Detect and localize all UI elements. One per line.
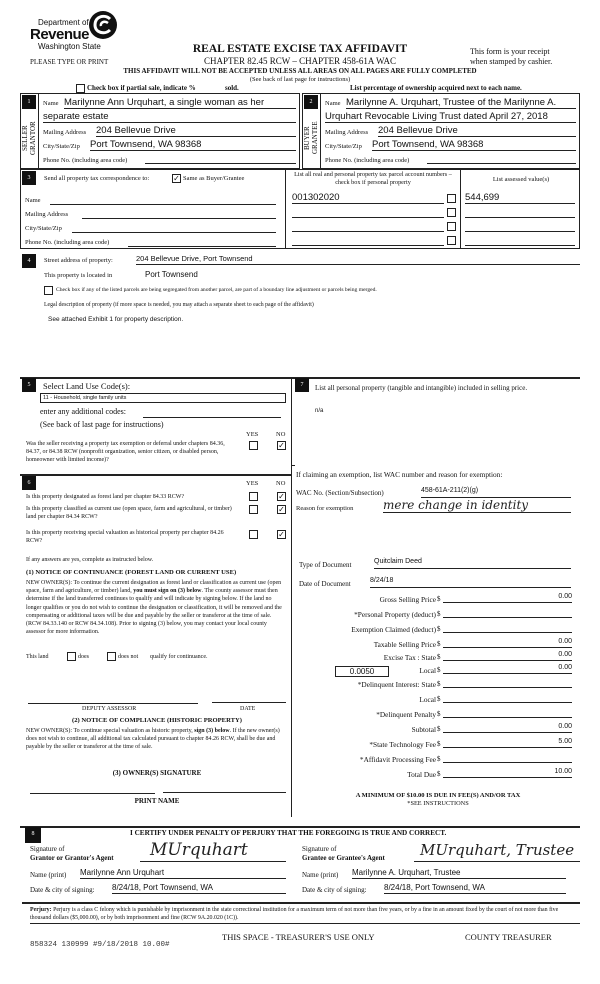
grantor-date-label: Date & city of signing: bbox=[30, 886, 95, 894]
if-yes-instruction: If any answers are yes, complete as instructed below. bbox=[26, 557, 154, 563]
fee-amounts: $ 0.00 $ $ $ 0.00 $ 0.00 $ 0.00 $ $ $ $ 0.00 $ 5.00 $ $ 10.00 bbox=[437, 593, 572, 778]
form-title: REAL ESTATE EXCISE TAX AFFIDAVIT bbox=[192, 43, 408, 55]
subtotal-value[interactable]: 0.00 bbox=[443, 723, 572, 733]
corr-mailing-label: Mailing Address bbox=[25, 211, 69, 218]
section-4-badge: 4 bbox=[22, 254, 36, 268]
deputy-assessor-signature-line[interactable] bbox=[28, 703, 198, 704]
document-type-label: Type of Document bbox=[299, 561, 352, 569]
buyer-city-label: City/State/Zip bbox=[325, 143, 362, 150]
this-land-label: This land bbox=[26, 654, 49, 660]
forest-land-yes-checkbox[interactable] bbox=[249, 492, 258, 501]
print-name-label: PRINT NAME bbox=[134, 797, 180, 805]
grantor-date-city[interactable]: 8/24/18, Port Townsend, WA bbox=[112, 883, 286, 894]
land-use-see-back: (See back of last page for instructions) bbox=[40, 420, 164, 429]
total-due-value[interactable]: 10.00 bbox=[443, 768, 572, 778]
grantee-print-name[interactable]: Marilynne A. Urquhart, Trustee bbox=[352, 868, 566, 879]
seller-mailing-address[interactable]: 204 Bellevue Drive bbox=[96, 125, 296, 137]
notice-continuance-text: NEW OWNER(S): To continue the current designation as forest land or classification as current use (open space, farm and agriculture, or timber) land, you must sign on (3) below. The county assessor must then determine if the land transferred continues to qualify and will indicate by signing below. If the land no longer qualifies or you do not wish to continue the designation or classification, it will be removed and the compensating or additional taxes will be due and payable by the seller or transferor at the time of sale. (RCW 84.33.140 or RCW 84.34.108). Prior to signing (3) below, you may contact your local county assessor for more information. bbox=[26, 580, 282, 636]
see-back-instructions: (See back of last page for instructions) bbox=[249, 76, 351, 83]
form-subtitle: CHAPTER 82.45 RCW – CHAPTER 458-61A WAC bbox=[204, 56, 396, 66]
assessed-value-3[interactable] bbox=[465, 220, 575, 232]
gross-selling-price-label: Gross Selling Price bbox=[379, 595, 436, 604]
grantor-print-name[interactable]: Marilynne Ann Urquhart bbox=[80, 868, 286, 879]
delinquent-interest-state-label: *Delinquent Interest: State bbox=[357, 680, 436, 689]
receipt-note-1: This form is your receipt bbox=[470, 47, 550, 56]
forest-land-question: Is this property designated as forest land per chapter 84.33 RCW? bbox=[26, 494, 185, 500]
personal-property-label: List all personal property (tangible and intangible) included in selling price. bbox=[315, 384, 528, 392]
seller-phone-label: Phone No. (including area code) bbox=[43, 157, 128, 164]
document-date-label: Date of Document bbox=[299, 580, 351, 588]
receipt-note-2: when stamped by cashier. bbox=[470, 57, 553, 66]
buyer-mailing-address[interactable]: 204 Bellevue Drive bbox=[378, 125, 576, 137]
buyer-name-label: Name bbox=[325, 100, 341, 107]
grantee-date-label: Date & city of signing: bbox=[302, 886, 367, 894]
dor-logo-icon bbox=[88, 10, 118, 40]
ownership-note: List percentage of ownership acquired next to each name. bbox=[350, 84, 522, 92]
grantee-signature-label-1: Signature of bbox=[302, 845, 337, 853]
grantee-date-city[interactable]: 8/24/18, Port Townsend, WA bbox=[384, 883, 566, 894]
taxable-selling-price-label: Taxable Selling Price bbox=[373, 640, 436, 649]
excise-tax-local-label: Local bbox=[419, 666, 436, 675]
section-8-badge: 8 bbox=[25, 827, 41, 843]
land-use-code-select[interactable]: 11 - Household, single family units bbox=[40, 393, 286, 403]
grantee-name-label: Name (print) bbox=[302, 871, 339, 879]
notice-compliance-title: (2) NOTICE OF COMPLIANCE (HISTORIC PROPERTY) bbox=[72, 717, 242, 724]
land-does-qualify-checkbox[interactable] bbox=[67, 652, 76, 661]
assessed-value-4[interactable] bbox=[465, 234, 575, 246]
current-use-yes-checkbox[interactable] bbox=[249, 505, 258, 514]
grantee-signature-label-2: Grantee or Grantee's Agent bbox=[302, 854, 385, 862]
seller-city-state-zip[interactable]: Port Townsend, WA 98368 bbox=[90, 139, 296, 151]
current-use-question: Is this property classified as current use (open space, farm and agricultural, or timber) land per chapter 84.34 RCW? bbox=[26, 506, 232, 520]
section-2-badge: 2 bbox=[304, 95, 318, 109]
section-6-yes-header: YES bbox=[246, 480, 259, 487]
owner-signature-label: (3) OWNER(S) SIGNATURE bbox=[112, 769, 202, 777]
section-3-badge: 3 bbox=[22, 171, 36, 185]
personal-property-deduct-value[interactable] bbox=[443, 608, 572, 618]
parcel-number-3[interactable] bbox=[292, 220, 444, 232]
legal-description-label: Legal description of property (if more space is needed, you may attach a separate sheet to each page of the affidavit) bbox=[44, 302, 314, 308]
exemption-reason-label: Reason for exemption bbox=[296, 505, 354, 512]
buyer-label: BUYER GRANTEE bbox=[303, 121, 319, 155]
personal-property-deduct-label: *Personal Property (deduct) bbox=[354, 610, 436, 619]
historical-property-no-checkbox[interactable]: ✓ bbox=[278, 530, 285, 539]
exemption-claimed-label: Exemption Claimed (deduct) bbox=[351, 625, 436, 634]
delinquent-penalty-label: *Delinquent Penalty bbox=[376, 710, 436, 719]
assessed-value-2[interactable] bbox=[465, 206, 575, 218]
treasurer-stamp: 858324 130999 #9/18/2018 10.00# bbox=[30, 941, 170, 949]
logo-line1: Department of bbox=[38, 18, 89, 27]
subtotal-label: Subtotal bbox=[411, 725, 436, 734]
personal-property-checkbox-3[interactable] bbox=[447, 222, 456, 231]
please-type: PLEASE TYPE OR PRINT bbox=[30, 58, 109, 66]
treasurer-use-only: THIS SPACE - TREASURER'S USE ONLY bbox=[222, 932, 375, 942]
affidavit-processing-fee-value[interactable] bbox=[443, 753, 572, 763]
segregated-parcels-label: Check box if any of the listed parcels are being segregated from another parcel, are part of a boundary line adjustment or parcels being merged. bbox=[56, 287, 377, 293]
local-tax-rate[interactable]: 0.0050 bbox=[335, 666, 389, 677]
seller-label: SELLER GRANTOR bbox=[21, 121, 37, 155]
buyer-city-state-zip[interactable]: Port Townsend, WA 98368 bbox=[372, 139, 576, 151]
exemption-reason-value[interactable]: mere change in identity bbox=[383, 498, 571, 513]
section-1-badge: 1 bbox=[22, 95, 36, 109]
state-technology-fee-label: *State Technology Fee bbox=[369, 740, 436, 749]
historical-property-question: Is this property receiving special valuation as historical property per chapter 84.26 RCW? bbox=[26, 530, 224, 544]
does-label: does bbox=[78, 654, 89, 660]
additional-codes-label: enter any additional codes: bbox=[40, 407, 126, 416]
does-not-label: does not bbox=[118, 654, 139, 660]
partial-sale-checkbox[interactable] bbox=[76, 84, 85, 93]
additional-codes-input[interactable] bbox=[143, 408, 281, 418]
perjury-notice: Perjury: Perjury is a class C felony which is punishable by imprisonment in the state correctional institution for a maximum term of not more than five years, or by a fine in an amount fixed by the court of not more than five thousand dollars ($5,000.00), or by both imprisonment and fine (RCW 9A.20.020 (1C)). bbox=[30, 906, 580, 924]
owner-signature-line[interactable] bbox=[30, 793, 155, 794]
wac-number-value[interactable]: 458-61A-211(2)(g) bbox=[421, 487, 571, 498]
personal-property-checkbox-2[interactable] bbox=[447, 208, 456, 217]
assessor-date-line[interactable] bbox=[212, 702, 286, 703]
logo-line2: Revenue bbox=[30, 26, 90, 43]
taxable-selling-price-value[interactable]: 0.00 bbox=[443, 638, 572, 648]
seller-mailing-label: Mailing Address bbox=[43, 129, 87, 136]
excise-tax-state-label: Excise Tax : State bbox=[383, 653, 436, 662]
tax-exemption-question: Was the seller receiving a property tax exemption or deferral under chapters 84.36, 84.37, or 84.38 RCW (nonprofit organization, senior citizen, or disabled person, homeowner with limited income)? bbox=[26, 441, 225, 463]
perjury-certification: I CERTIFY UNDER PENALTY OF PERJURY THAT THE FOREGOING IS TRUE AND CORRECT. bbox=[130, 829, 447, 837]
corr-name-input[interactable] bbox=[50, 195, 276, 205]
seller-name-line2[interactable]: separate estate bbox=[43, 111, 296, 123]
wac-number-label: WAC No. (Section/Subsection) bbox=[296, 489, 384, 497]
excise-tax-state-value[interactable]: 0.00 bbox=[443, 651, 572, 661]
legal-description-value[interactable]: See attached Exhibit 1 for property description. bbox=[48, 316, 184, 323]
same-as-buyer-checkbox[interactable]: ✓ bbox=[173, 174, 180, 183]
land-use-label: Select Land Use Code(s): bbox=[43, 381, 131, 391]
completion-warning: THIS AFFIDAVIT WILL NOT BE ACCEPTED UNLESS ALL AREAS ON ALL PAGES ARE FULLY COMPLETED bbox=[123, 67, 477, 75]
assessor-date-label: DATE bbox=[240, 706, 256, 712]
county-treasurer-label: COUNTY TREASURER bbox=[465, 932, 552, 942]
section-5-badge: 5 bbox=[22, 378, 36, 392]
notice-continuance-title: (1) NOTICE OF CONTINUANCE (FOREST LAND OR CURRENT USE) bbox=[26, 569, 237, 576]
located-in-value[interactable]: Port Townsend bbox=[145, 270, 198, 279]
located-in-label: This property is located in bbox=[44, 272, 113, 279]
send-correspondence-label: Send all property tax correspondence to: bbox=[44, 175, 150, 182]
delinquent-interest-state-value[interactable] bbox=[443, 678, 572, 688]
street-address-label: Street address of property: bbox=[44, 257, 113, 264]
qualify-label: qualify for continuance. bbox=[150, 654, 208, 660]
exemption-instruction: If claiming an exemption, list WAC number and reason for exemption: bbox=[296, 470, 503, 479]
corr-phone-label: Phone No. (including area code) bbox=[25, 239, 110, 246]
seller-name-line1[interactable]: Marilynne Ann Urquhart, a single woman as her bbox=[64, 97, 296, 109]
tax-exemption-yes-checkbox[interactable] bbox=[249, 441, 258, 450]
grantor-name-label: Name (print) bbox=[30, 871, 67, 879]
corr-city-label: City/State/Zip bbox=[25, 225, 62, 232]
affidavit-processing-fee-label: *Affidavit Processing Fee bbox=[359, 755, 436, 764]
minimum-due-note: A MINIMUM OF $10.00 IS DUE IN FEE(S) AND/OR TAX bbox=[355, 792, 521, 799]
seller-phone-input[interactable] bbox=[145, 153, 296, 164]
delinquent-interest-local-value[interactable] bbox=[443, 693, 572, 703]
land-does-not-qualify-checkbox[interactable] bbox=[107, 652, 116, 661]
personal-property-checkbox-4[interactable] bbox=[447, 236, 456, 245]
sold-label: sold. bbox=[225, 84, 239, 92]
seller-name-label: Name bbox=[43, 100, 59, 107]
corr-name-label: Name bbox=[25, 197, 41, 204]
personal-property-value[interactable]: n/a bbox=[315, 408, 324, 414]
historical-property-yes-checkbox[interactable] bbox=[249, 530, 258, 539]
parcel-header: List all real and personal property tax parcel account numbers – check box if personal property bbox=[294, 171, 452, 186]
grantee-signature[interactable]: MUrquhart, Trustee bbox=[414, 840, 580, 862]
gross-selling-price-value[interactable]: 0.00 bbox=[443, 593, 572, 603]
excise-tax-local-value[interactable]: 0.00 bbox=[443, 664, 572, 674]
corr-mailing-input[interactable] bbox=[82, 209, 276, 219]
see-instructions-note: *SEE INSTRUCTIONS bbox=[407, 800, 469, 807]
deputy-assessor-label: DEPUTY ASSESSOR bbox=[82, 706, 137, 712]
current-use-no-checkbox[interactable]: ✓ bbox=[278, 505, 285, 514]
corr-city-input[interactable] bbox=[72, 223, 276, 233]
same-as-buyer-label: Same as Buyer/Grantee bbox=[183, 175, 245, 182]
personal-property-checkbox-1[interactable] bbox=[447, 194, 456, 203]
street-address-value[interactable]: 204 Bellevue Drive, Port Townsend bbox=[136, 254, 580, 265]
dor-logo bbox=[30, 8, 130, 53]
logo-line3: Washington State bbox=[38, 42, 101, 51]
parcel-number-1[interactable]: 001302020 bbox=[292, 192, 444, 204]
buyer-name-line1[interactable]: Marilynne A. Urquhart, Trustee of the Marilynne A. bbox=[346, 97, 576, 109]
document-date-value[interactable]: 8/24/18 bbox=[370, 577, 571, 588]
buyer-phone-label: Phone No. (including area code) bbox=[325, 157, 410, 164]
state-technology-fee-value[interactable]: 5.00 bbox=[443, 738, 572, 748]
delinquent-interest-local-label: Local bbox=[419, 695, 436, 704]
buyer-name-line2[interactable]: Urquhart Revocable Living Trust dated April 27, 2018 bbox=[325, 111, 576, 123]
document-type-value[interactable]: Quitclaim Deed bbox=[374, 558, 571, 569]
section-6-badge: 6 bbox=[22, 476, 36, 490]
grantor-signature-label-1: Signature of bbox=[30, 845, 65, 853]
buyer-mailing-label: Mailing Address bbox=[325, 129, 369, 136]
exemption-claimed-value[interactable] bbox=[443, 623, 572, 633]
corr-phone-input[interactable] bbox=[128, 237, 276, 247]
seller-city-label: City/State/Zip bbox=[43, 143, 80, 150]
owner-print-name-line[interactable] bbox=[163, 792, 286, 793]
section-5-no-header: NO bbox=[276, 431, 286, 438]
notice-compliance-text: NEW OWNER(S): To continue special valuation as historic property, sign (3) below. If the new owner(s) does not wish to continue, all additional tax calculated pursuant to chapter 84.26 RCW, shall be due and payable by the seller or transferor at the time of sale. bbox=[26, 728, 280, 750]
delinquent-penalty-value[interactable] bbox=[443, 708, 572, 718]
section-6-no-header: NO bbox=[276, 480, 286, 487]
total-due-label: Total Due bbox=[407, 770, 436, 779]
partial-sale-label: Check box if partial sale, indicate % bbox=[87, 84, 196, 92]
grantor-signature-label-2: Grantor or Grantor's Agent bbox=[30, 854, 114, 862]
assessed-header: List assessed value(s) bbox=[492, 176, 550, 183]
parcel-number-2[interactable] bbox=[292, 206, 444, 218]
tax-exemption-no-checkbox[interactable]: ✓ bbox=[278, 441, 285, 450]
grantor-signature[interactable]: MUrquhart bbox=[140, 840, 286, 862]
section-5-yes-header: YES bbox=[246, 431, 259, 438]
buyer-phone-input[interactable] bbox=[427, 153, 576, 164]
segregated-parcels-checkbox[interactable] bbox=[44, 286, 53, 295]
forest-land-no-checkbox[interactable]: ✓ bbox=[278, 492, 285, 501]
parcel-number-4[interactable] bbox=[292, 234, 444, 246]
section-7-badge: 7 bbox=[295, 378, 309, 392]
assessed-value-1[interactable]: 544,699 bbox=[465, 192, 575, 204]
